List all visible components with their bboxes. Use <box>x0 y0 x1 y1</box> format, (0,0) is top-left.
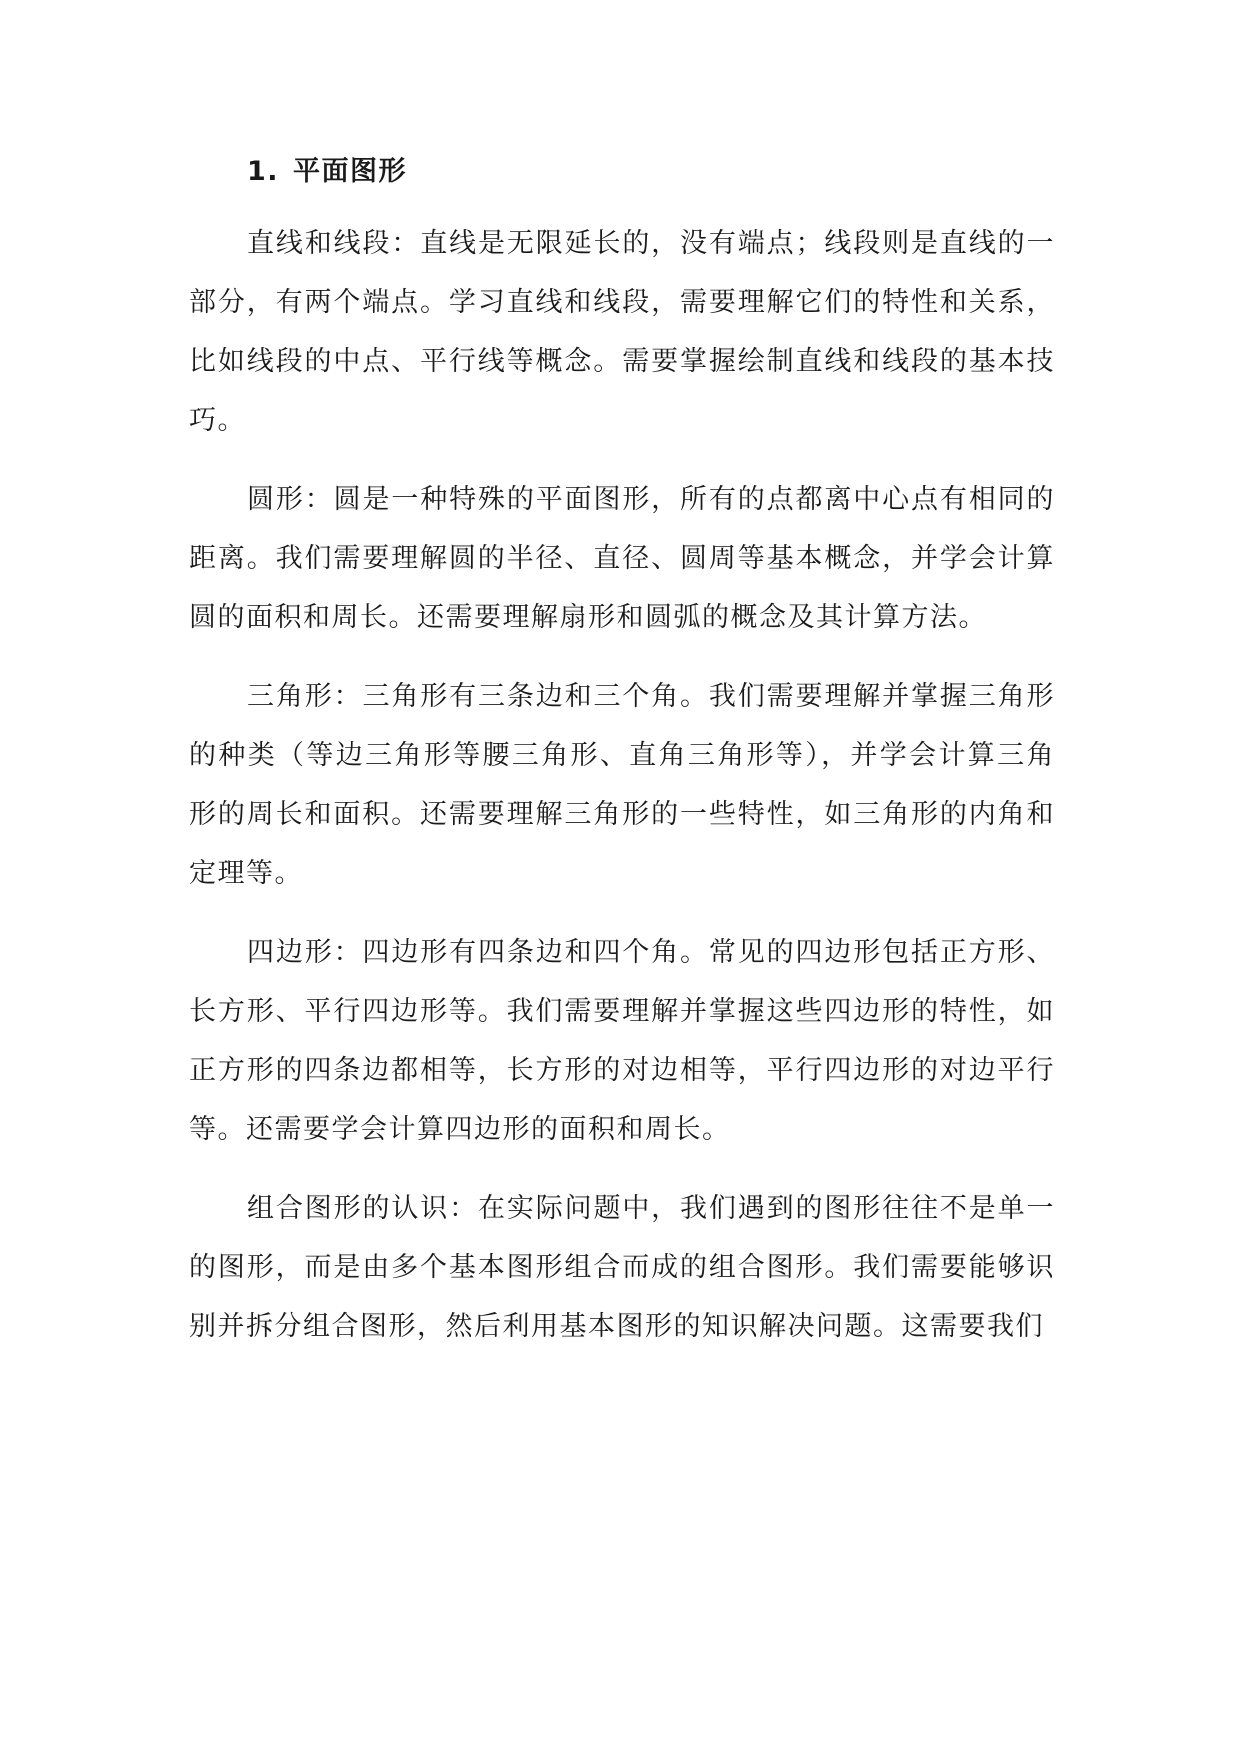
section-title: 平面图形 <box>293 156 408 187</box>
paragraph-circle: 圆形：圆是一种特殊的平面图形，所有的点都离中心点有相同的距离。我们需要理解圆的半径、直径、圆周等基本概念，并学会计算圆的面积和周长。还需要理解扇形和圆弧的概念及其计算方法。 <box>189 484 1055 633</box>
paragraph-quadrilateral: 四边形：四边形有四条边和四个角。常见的四边形包括正方形、长方形、平行四边形等。我们需要理解并掌握这些四边形的特性，如正方形的四条边都相等，长方形的对边相等，平行四边形的对边平行等。还需要学会计算四边形的面积和周长。 <box>189 937 1055 1145</box>
paragraph-triangle: 三角形：三角形有三条边和三个角。我们需要理解并掌握三角形的种类（等边三角形等腰三角形、直角三角形等），并学会计算三角形的周长和面积。还需要理解三角形的一些特性，如三角形的内角和定理等。 <box>189 681 1055 889</box>
paragraph-lines-segments: 直线和线段：直线是无限延长的，没有端点；线段则是直线的一部分，有两个端点。学习直线和线段，需要理解它们的特性和关系，比如线段的中点、平行线等概念。需要掌握绘制直线和线段的基本技巧。 <box>189 228 1055 436</box>
section-number: 1. <box>247 156 280 187</box>
paragraph-composite-shapes: 组合图形的认识：在实际问题中，我们遇到的图形往往不是单一的图形，而是由多个基本图形组合而成的组合图形。我们需要能够识别并拆分组合图形，然后利用基本图形的知识解决问题。这需要我们 <box>189 1193 1055 1342</box>
page-content <box>189 150 1055 1376</box>
section-heading <box>189 150 1055 194</box>
